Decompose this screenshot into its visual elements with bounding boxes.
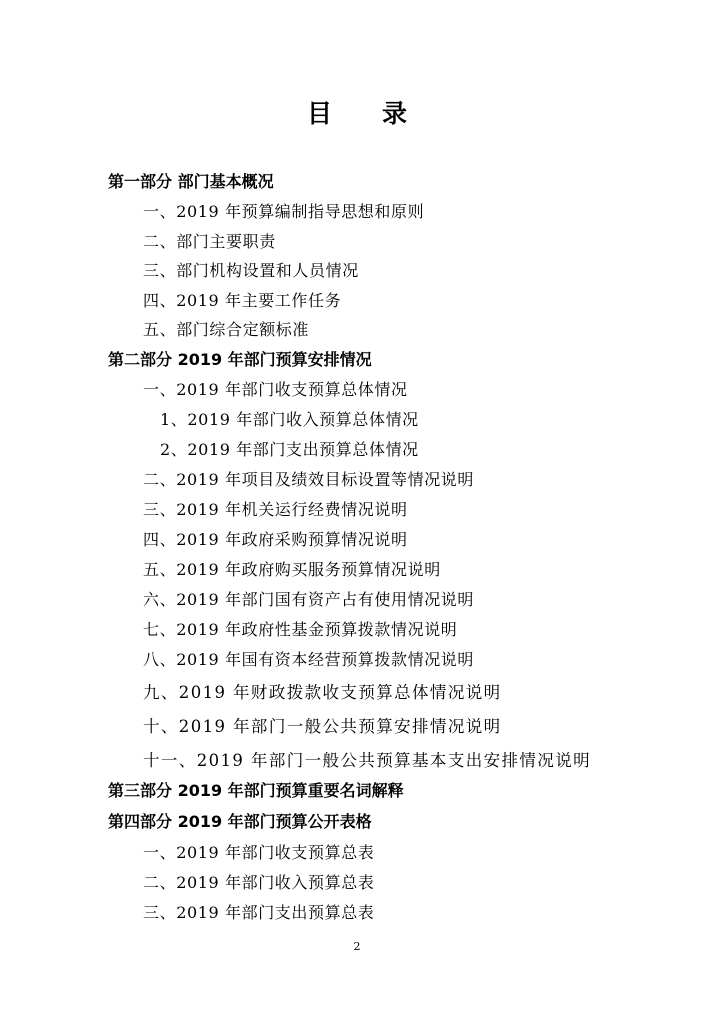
toc-item: 七、2019 年政府性基金预算拨款情况说明 [143, 620, 458, 639]
toc-item: 四、2019 年政府采购预算情况说明 [143, 530, 408, 549]
toc-item: 八、2019 年国有资本经营预算拨款情况说明 [143, 650, 475, 669]
toc-part-heading: 第二部分 2019 年部门预算安排情况 [108, 350, 372, 369]
toc-item: 一、2019 年部门收支预算总表 [143, 843, 375, 862]
toc-item: 五、2019 年政府购买服务预算情况说明 [143, 560, 441, 579]
toc-part-heading: 第一部分 部门基本概况 [108, 172, 274, 191]
toc-part-heading: 第三部分 2019 年部门预算重要名词解释 [108, 781, 404, 800]
page-number: 2 [353, 940, 361, 953]
toc-item: 三、部门机构设置和人员情况 [143, 261, 359, 280]
toc-item: 二、2019 年部门收入预算总表 [143, 873, 375, 892]
toc-item: 一、2019 年部门收支预算总体情况 [143, 380, 408, 399]
page-title: 目录 [306, 99, 457, 128]
toc-item: 五、部门综合定额标准 [143, 320, 310, 339]
toc-item: 二、2019 年项目及绩效目标设置等情况说明 [143, 470, 475, 489]
toc-item: 二、部门主要职责 [143, 232, 276, 251]
toc-item: 三、2019 年部门支出预算总表 [143, 903, 375, 922]
toc-item: 六、2019 年部门国有资产占有使用情况说明 [143, 590, 475, 609]
toc-item: 十、2019 年部门一般公共预算安排情况说明 [143, 717, 502, 736]
toc-item: 九、2019 年财政拨款收支预算总体情况说明 [143, 683, 502, 702]
toc-subitem: 2、2019 年部门支出预算总体情况 [160, 440, 419, 459]
toc-subitem: 1、2019 年部门收入预算总体情况 [160, 410, 419, 429]
toc-item: 十一、2019 年部门一般公共预算基本支出安排情况说明 [143, 751, 592, 770]
toc-part-heading: 第四部分 2019 年部门预算公开表格 [108, 812, 372, 831]
toc-item: 三、2019 年机关运行经费情况说明 [143, 500, 408, 519]
toc-item: 四、2019 年主要工作任务 [143, 291, 342, 310]
toc-item: 一、2019 年预算编制指导思想和原则 [143, 202, 425, 221]
